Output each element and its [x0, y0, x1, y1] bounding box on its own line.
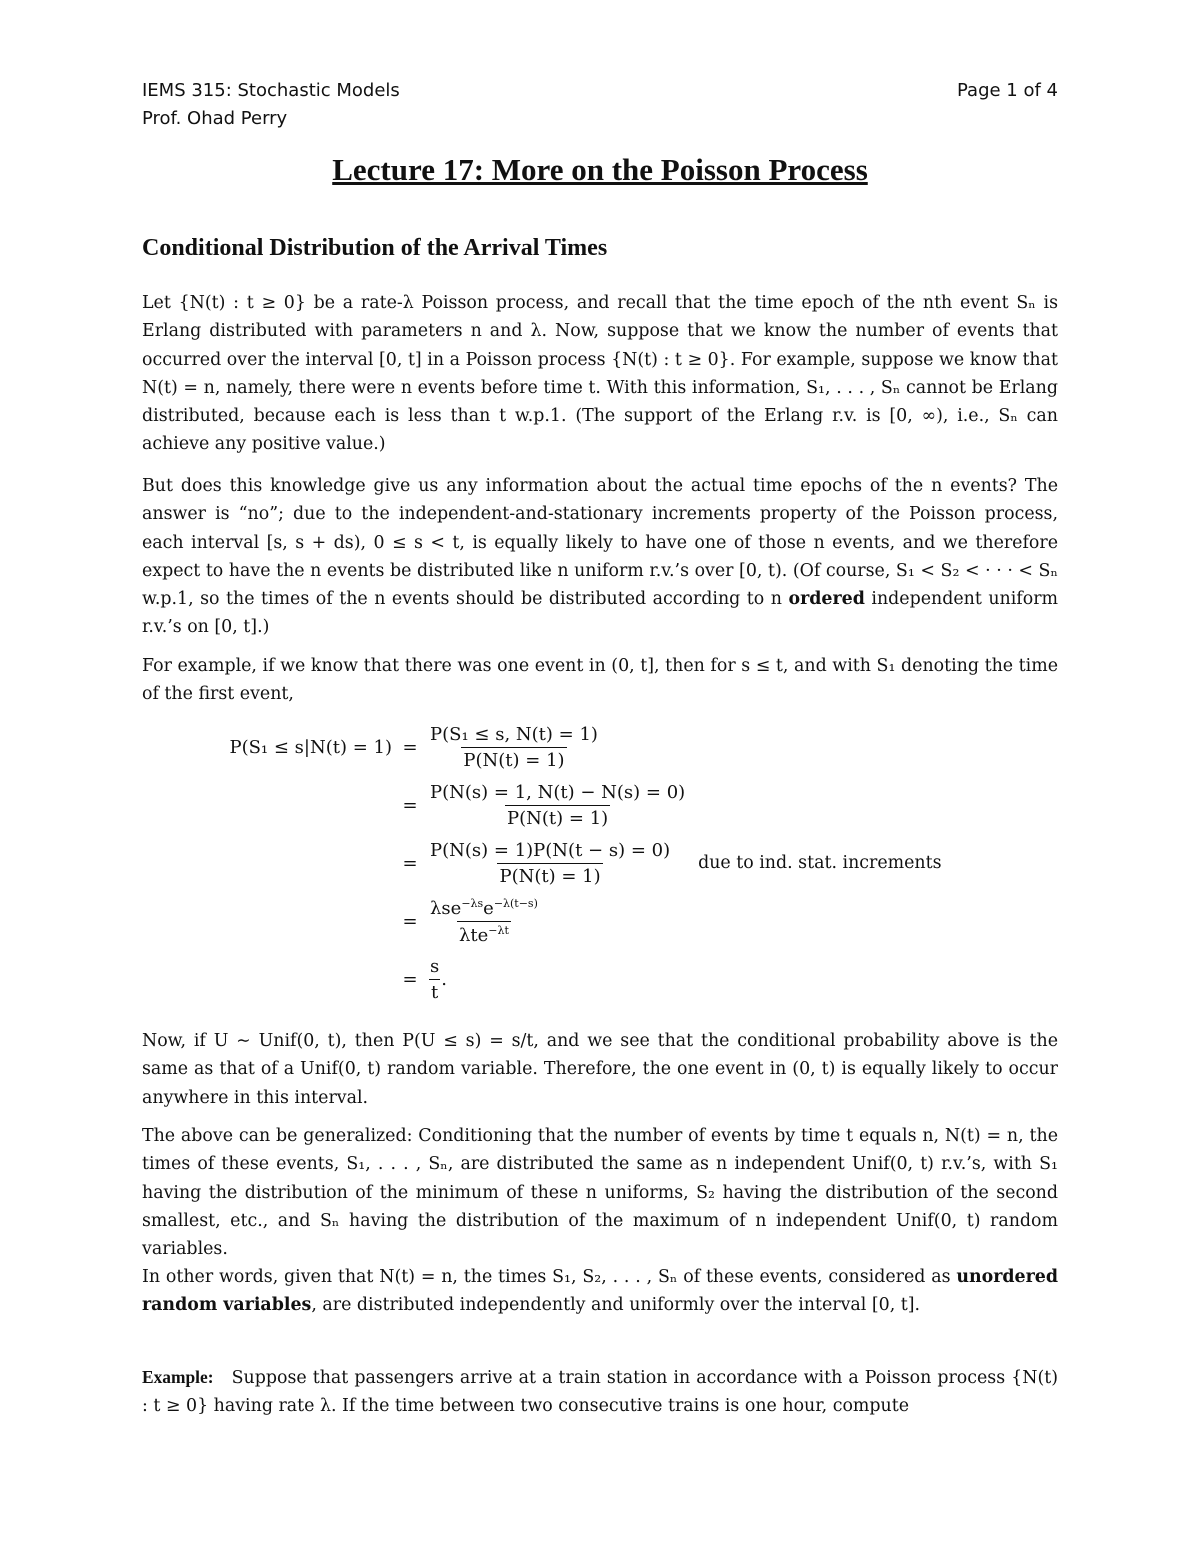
- paragraph-text-part: In other words, given that N(t) = n, the times S₁, S₂, . . . , Sₙ of these events, considered as: [142, 1267, 951, 1287]
- denominator-exponent: −λt: [488, 923, 509, 937]
- fraction-numerator: P(S₁ ≤ s, N(t) = 1): [430, 723, 598, 745]
- numerator-term: λse: [430, 897, 462, 919]
- course-header: IEMS 315: Stochastic Models: [142, 80, 400, 101]
- paragraph-text: [142, 1363, 1058, 1421]
- paragraph-text: Let {N(t) : t ≥ 0} be a rate-λ Poisson process, and recall that the time epoch of the nth event Sₙ is Erlang distributed with parameters n and λ. Now, suppose that we know the number of events that occurred over the interval [0, t] in a Poisson process {N(t) : t ≥ 0}. For example, suppose we know that N(t) = n, namely, there were n events before time t. With this information, S₁, . . . , Sₙ cannot be Erlang distributed, because each is less than t w.p.1. (The support of the Erlang r.v. is [0, ∞), i.e., Sₙ can achieve any positive value.): [142, 293, 1058, 455]
- page-number: Page 1 of 4: [957, 80, 1058, 101]
- paragraph-text: The above can be generalized: Conditioning that the number of events by time t equals n, N(t) = n, the times of these events, S₁, . . . , Sₙ, are distributed the same as n independent Unif(0, t) r.v.’s, with S₁ having the distribution of the minimum of these n uniforms, S₂ having the distribution of the second smallest, etc., and Sₙ having the distribution of the maximum of n independent Unif(0, t) random variables.: [142, 1126, 1058, 1260]
- paragraph-erlang: [142, 289, 1058, 459]
- fraction-denominator: P(N(t) = 1): [497, 863, 602, 887]
- fraction-numerator: [428, 897, 540, 921]
- paragraph-example: [142, 1363, 1058, 1421]
- fraction: [428, 724, 600, 771]
- derivation-row-4: [202, 892, 1062, 950]
- paragraph-text: [142, 472, 1058, 642]
- derivation-row-5: [202, 950, 1062, 1008]
- paragraph-text-part: , are distributed independently and uniformly over the interval [0, t].: [311, 1295, 921, 1316]
- professor-name: Prof. Ohad Perry: [142, 108, 288, 129]
- derivation-period: .: [441, 968, 447, 990]
- fraction-denominator: P(N(t) = 1): [505, 805, 610, 829]
- fraction-denominator: [457, 921, 511, 946]
- fraction: [428, 840, 672, 887]
- fraction-numerator: P(N(s) = 1, N(t) − N(s) = 0): [430, 781, 686, 803]
- derivation-note: due to ind. stat. increments: [698, 853, 942, 873]
- page-title: Lecture 17: More on the Poisson Process: [332, 152, 868, 187]
- derivation-row-1: [202, 718, 1062, 776]
- paragraph-generalized: [142, 1122, 1058, 1263]
- paragraph-text-part: independent uniform r.v.’s on [0, t].): [142, 589, 1059, 638]
- fraction-numerator: s: [430, 955, 440, 977]
- numerator-term: e: [483, 897, 494, 919]
- fraction: [428, 897, 540, 946]
- section-title: Conditional Distribution of the Arrival Times: [142, 235, 608, 261]
- denominator-term: λte: [458, 924, 489, 946]
- paragraph-uniform: [142, 1027, 1058, 1112]
- equals-sign: =: [402, 910, 418, 932]
- paragraph-in-other-words: [142, 1263, 1058, 1320]
- fraction: [428, 782, 687, 829]
- paragraph-example-intro: [142, 652, 1058, 709]
- fraction-denominator: t: [429, 979, 440, 1003]
- example-label: Example:: [142, 1367, 214, 1387]
- fraction: [428, 956, 441, 1003]
- equals-sign: =: [402, 736, 418, 758]
- numerator-exponent: −λs: [461, 896, 484, 910]
- paragraph-text-part: But does this knowledge give us any information about the actual time epochs of the n events? The answer is “no”; due to the independent-and-stationary increments property of the Poisson process, each interval [s, s + ds), 0 ≤ s < t, is equally likely to have one of those n events, and we therefore expect to have the n events be distributed like n uniform r.v.’s over [0, t). (Of course, S₁ < S₂ < · · · < Sₙ w.p.1, so the times of the n events should be distributed according to n: [142, 476, 1058, 610]
- equals-sign: =: [402, 794, 418, 816]
- paragraph-text: [142, 1263, 1058, 1320]
- derivation-row-2: [202, 776, 1062, 834]
- derivation-row-3: [202, 834, 1062, 892]
- equals-sign: =: [402, 968, 418, 990]
- numerator-exponent: −λ(t−s): [493, 896, 538, 910]
- fraction-numerator: P(N(s) = 1)P(N(t − s) = 0): [430, 839, 671, 861]
- derivation-lhs: P(S₁ ≤ s|N(t) = 1): [229, 736, 392, 758]
- paragraph-knowledge: [142, 472, 1058, 642]
- fraction-denominator: P(N(t) = 1): [461, 747, 566, 771]
- paragraph-text: Now, if U ∼ Unif(0, t), then P(U ≤ s) = s/t, and we see that the conditional probability above is the same as that of a Unif(0, t) random variable. Therefore, the one event in (0, t) is equally likely to occur anywhere in this interval.: [142, 1031, 1058, 1108]
- bold-unordered: unordered random variables: [142, 1267, 1058, 1316]
- example-text: Suppose that passengers arrive at a train station in accordance with a Poisson process {N(t) : t ≥ 0} having rate λ. If the time between two consecutive trains is one hour, compute: [142, 1368, 1058, 1417]
- equals-sign: =: [402, 852, 418, 874]
- derivation-block: [202, 718, 1062, 1008]
- bold-ordered: ordered: [788, 589, 865, 610]
- paragraph-text: For example, if we know that there was one event in (0, t], then for s ≤ t, and with S₁ denoting the time of the first event,: [142, 656, 1058, 705]
